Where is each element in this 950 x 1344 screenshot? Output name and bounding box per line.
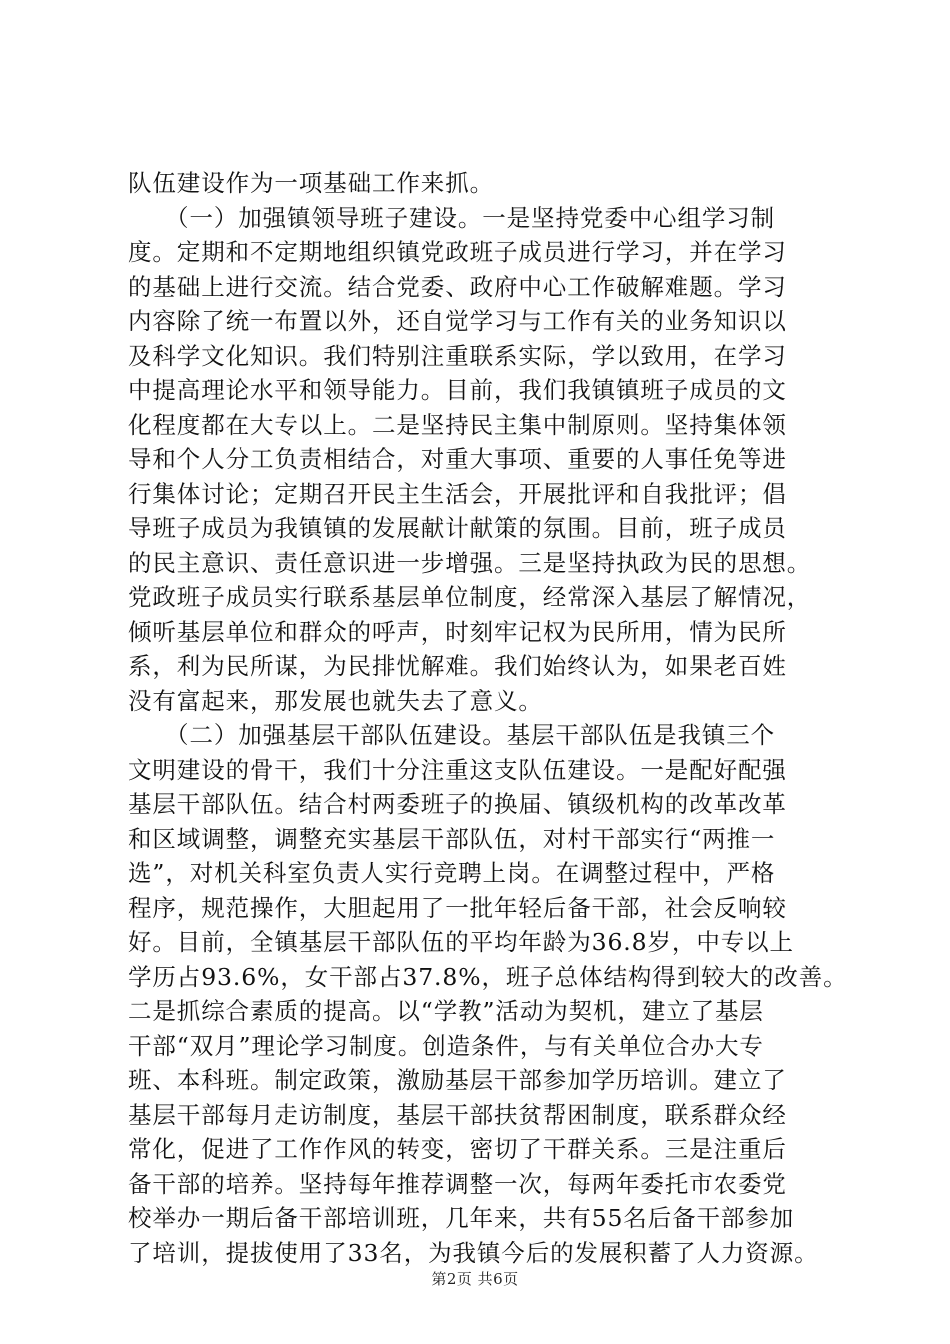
text-line: 导班子成员为我镇镇的发展献计献策的氛围。目前，班子成员 <box>128 514 787 542</box>
text-line: 中提高理论水平和领导能力。目前，我们我镇镇班子成员的文 <box>128 376 787 404</box>
text-line: 备干部的培养。坚持每年推荐调整一次，每两年委托市农委党 <box>128 1169 787 1198</box>
text-line: 队伍建设作为一项基础工作来抓。 <box>128 169 494 197</box>
text-line: 化程度都在大专以上。二是坚持民主集中制原则。坚持集体领 <box>128 410 787 439</box>
text-line: 干部“双月”理论学习制度。创造条件，与有关单位合办大专 <box>128 1031 764 1060</box>
text-line: 倾听基层单位和群众的呼声，时刻牢记权为民所用，情为民所 <box>128 617 787 646</box>
text-line: 的民主意识、责任意识进一步增强。三是坚持执政为民的思想。 <box>128 548 812 577</box>
text-line: 班、本科班。制定政策，激励基层干部参加学历培训。建立了 <box>128 1066 787 1094</box>
text-line: 选”，对机关科室负责人实行竞聘上岗。在调整过程中，严格 <box>128 859 776 887</box>
text-line: 系，利为民所谋，为民排忧解难。我们始终认为，如果老百姓 <box>128 652 787 680</box>
text-line: 的基础上进行交流。结合党委、政府中心工作破解难题。学习 <box>128 272 787 301</box>
text-line: 学历占93.6%，女干部占37.8%，班子总体结构得到较大的改善。 <box>128 962 848 991</box>
text-line: （一）加强镇领导班子建设。一是坚持党委中心组学习制 <box>128 203 776 232</box>
text-line: 了培训，提拔使用了33名，为我镇今后的发展积蓄了人力资源。 <box>128 1238 819 1267</box>
text-line: 文明建设的骨干，我们十分注重这支队伍建设。一是配好配强 <box>128 755 787 784</box>
text-line: 基层干部队伍。结合村两委班子的换届、镇级机构的改革改革 <box>128 790 787 818</box>
text-line: 校举办一期后备干部培训班，几年来，共有55名后备干部参加 <box>128 1204 795 1232</box>
text-line: 基层干部每月走访制度，基层干部扶贫帮困制度，联系群众经 <box>128 1100 787 1129</box>
text-line: 度。定期和不定期地组织镇党政班子成员进行学习，并在学习 <box>128 238 787 266</box>
text-line: 及科学文化知识。我们特别注重联系实际，学以致用，在学习 <box>128 341 787 370</box>
text-line: 没有富起来，那发展也就失去了意义。 <box>128 686 543 715</box>
text-line: 和区域调整，调整充实基层干部队伍，对村干部实行“两推一 <box>128 824 776 853</box>
text-line: 常化，促进了工作作风的转变，密切了干群关系。三是注重后 <box>128 1135 787 1163</box>
text-line: 好。目前，全镇基层干部队伍的平均年龄为36.8岁，中专以上 <box>128 928 794 956</box>
text-line: 二是抓综合素质的提高。以“学教”活动为契机，建立了基层 <box>128 997 764 1025</box>
text-line: 内容除了统一布置以外，还自觉学习与工作有关的业务知识以 <box>128 307 787 335</box>
page-number-footer: 第2页 共6页 <box>431 1270 519 1288</box>
text-line: 行集体讨论；定期召开民主生活会，开展批评和自我批评；倡 <box>128 479 787 508</box>
text-line: 程序，规范操作，大胆起用了一批年轻后备干部，社会反响较 <box>128 893 787 922</box>
text-line: （二）加强基层干部队伍建设。基层干部队伍是我镇三个 <box>128 721 776 749</box>
text-line: 导和个人分工负责相结合，对重大事项、重要的人事任免等进 <box>128 445 787 473</box>
document-body <box>128 166 848 1270</box>
text-line: 党政班子成员实行联系基层单位制度，经常深入基层了解情况， <box>128 583 812 611</box>
